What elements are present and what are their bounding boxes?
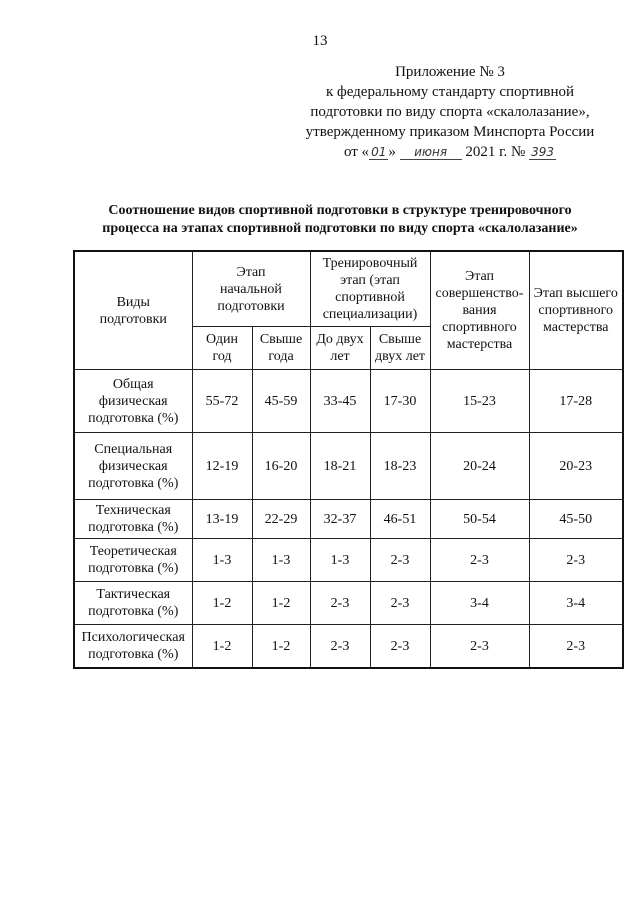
handwritten-number: 393 (531, 145, 555, 159)
table-cell: 12-19 (192, 433, 252, 500)
table-cell: 17-30 (370, 370, 430, 433)
table-cell: 32-37 (310, 500, 370, 539)
table-row (74, 370, 623, 433)
table-cell: 2-3 (430, 539, 529, 582)
order-date-line (300, 142, 600, 162)
handwritten-month: июня (400, 145, 462, 160)
subheader-over-year: Свыше года (252, 327, 310, 370)
table-row (74, 582, 623, 625)
table-cell: 20-23 (529, 433, 623, 500)
table-cell: 45-59 (252, 370, 310, 433)
header-types: Виды подготовки (74, 251, 192, 370)
table-cell: 13-19 (192, 500, 252, 539)
table-cell: 3-4 (529, 582, 623, 625)
table-cell: 2-3 (310, 582, 370, 625)
row-label: Общая физическая подготовка (%) (74, 370, 192, 433)
table-cell: 1-3 (310, 539, 370, 582)
subheader-one-year: Один год (192, 327, 252, 370)
table-cell: 2-3 (370, 625, 430, 669)
page-number: 13 (312, 33, 328, 49)
date-mid: » (388, 144, 400, 160)
row-label: Психологическая подготовка (%) (74, 625, 192, 669)
table-cell: 2-3 (310, 625, 370, 669)
appendix-line: утвержденному приказом Минспорта России (305, 124, 595, 140)
table-cell: 15-23 (430, 370, 529, 433)
table-row (74, 539, 623, 582)
table-row (74, 625, 623, 669)
title-line: процесса на этапах спортивной подготовки по виду спорта «скалолазание» (102, 221, 578, 236)
table-cell: 46-51 (370, 500, 430, 539)
table-cell: 45-50 (529, 500, 623, 539)
appendix-line: подготовки по виду спорта «скалолазание», (310, 104, 590, 120)
table-cell: 18-23 (370, 433, 430, 500)
header-training-stage: Тренировочный этап (этап спортивной специализации) (310, 251, 430, 327)
appendix-header (300, 62, 600, 162)
table-cell: 1-2 (252, 625, 310, 669)
table-cell: 1-2 (252, 582, 310, 625)
table-cell: 16-20 (252, 433, 310, 500)
table-cell: 50-54 (430, 500, 529, 539)
table-cell: 2-3 (430, 625, 529, 669)
table-cell: 22-29 (252, 500, 310, 539)
row-label: Техническая подготовка (%) (74, 500, 192, 539)
header-initial-stage: Этап начальной подготовки (192, 251, 310, 327)
table-cell: 17-28 (529, 370, 623, 433)
table-cell: 1-3 (192, 539, 252, 582)
table-cell: 2-3 (370, 582, 430, 625)
table-cell: 2-3 (529, 625, 623, 669)
header-improvement-stage: Этап совершенство-вания спортивного мастерства (430, 251, 529, 370)
date-year: 2021 г. № (461, 144, 530, 160)
table-cell: 1-3 (252, 539, 310, 582)
document-title (60, 202, 620, 238)
table-cell: 1-2 (192, 582, 252, 625)
row-label: Тактическая подготовка (%) (74, 582, 192, 625)
appendix-title: Приложение № 3 (395, 64, 505, 80)
subheader-over-two-years: Свыше двух лет (370, 327, 430, 370)
row-label: Теоретическая подготовка (%) (74, 539, 192, 582)
header-higher-stage: Этап высшего спортивного мастерства (529, 251, 623, 370)
table-row (74, 500, 623, 539)
handwritten-day: 01 (371, 145, 387, 159)
date-prefix: от « (343, 144, 370, 160)
title-line: Соотношение видов спортивной подготовки в структуре тренировочного (108, 203, 572, 218)
table-cell: 1-2 (192, 625, 252, 669)
table-cell: 18-21 (310, 433, 370, 500)
table-cell: 3-4 (430, 582, 529, 625)
appendix-line: к федеральному стандарту спортивной (325, 84, 575, 100)
training-ratio-table (73, 250, 624, 669)
table-cell: 2-3 (370, 539, 430, 582)
subheader-up-to-two-years: До двух лет (310, 327, 370, 370)
table-cell: 2-3 (529, 539, 623, 582)
table-cell: 20-24 (430, 433, 529, 500)
table-cell: 33-45 (310, 370, 370, 433)
row-label: Специальная физическая подготовка (%) (74, 433, 192, 500)
table-cell: 55-72 (192, 370, 252, 433)
table-row (74, 433, 623, 500)
